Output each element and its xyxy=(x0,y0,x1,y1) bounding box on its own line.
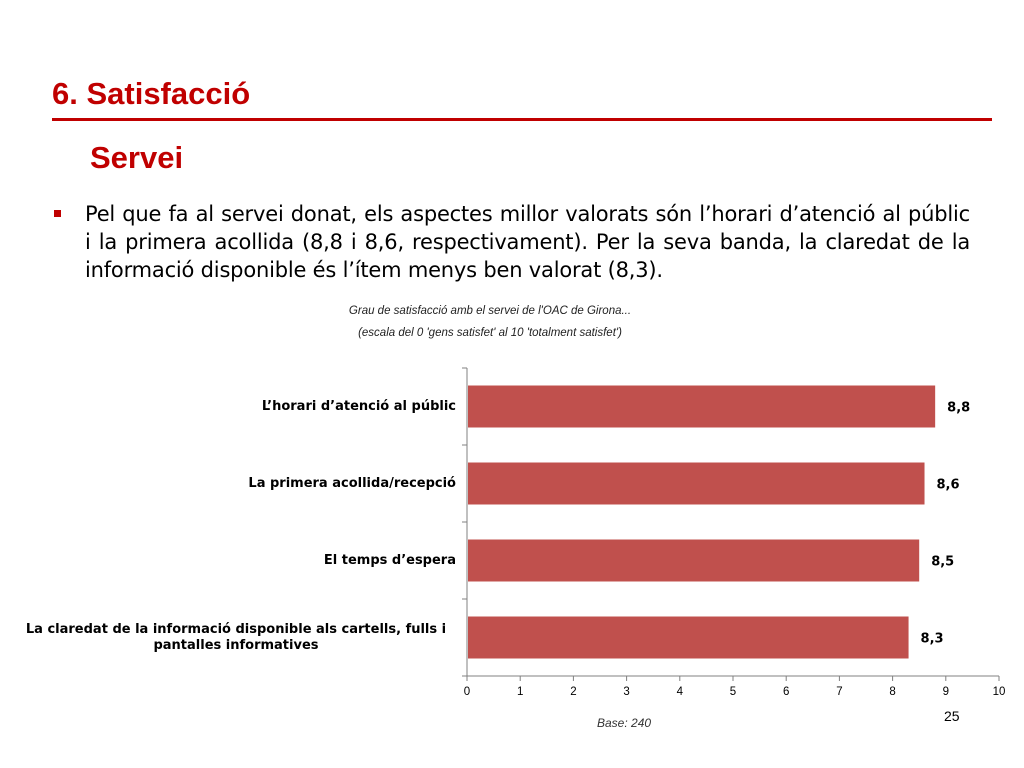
x-tick-label: 4 xyxy=(676,686,684,698)
data-label: 8,3 xyxy=(920,631,944,647)
x-tick-label: 9 xyxy=(942,686,950,698)
bullet-text: Pel que fa al servei donat, els aspectes millor valorats són l’horari d’atenció al públic i la primera acollida (8,8 i 8,6, respectivament). Per la seva banda, la claredat de la informació disponible és l’ítem menys ben valorat (8,3). xyxy=(85,202,970,282)
category-label: La claredat de la informació disponible als cartells, fulls i pantalles informatives xyxy=(25,621,447,653)
bar xyxy=(468,463,925,505)
bar xyxy=(468,617,909,659)
x-tick-label: 7 xyxy=(836,686,843,698)
base-note: Base: 240 xyxy=(597,716,652,730)
data-label: 8,5 xyxy=(931,554,955,570)
chart-title: Grau de satisfacció amb el servei de l'OAC de Girona... xyxy=(348,305,632,317)
slide-subtitle: Servei xyxy=(90,140,184,175)
slide-title: 6. Satisfacció xyxy=(52,76,251,111)
x-tick-label: 3 xyxy=(623,686,630,698)
category-label: L’horari d’atenció al públic xyxy=(261,398,456,414)
x-tick-label: 8 xyxy=(889,686,896,698)
x-tick-label: 6 xyxy=(782,686,790,698)
x-tick-label: 2 xyxy=(570,686,577,698)
bar xyxy=(468,386,935,428)
x-tick-label: 1 xyxy=(516,686,524,698)
bar xyxy=(468,540,919,582)
x-tick-label: 10 xyxy=(992,686,1006,698)
category-label: El temps d’espera xyxy=(323,552,456,568)
x-tick-label: 5 xyxy=(729,686,737,698)
page-number: 25 xyxy=(944,708,960,724)
category-label: La primera acollida/recepció xyxy=(248,475,456,491)
data-label: 8,6 xyxy=(936,477,960,493)
chart-subtitle: (escala del 0 'gens satisfet' al 10 'totalment satisfet') xyxy=(358,327,622,339)
x-tick-label: 0 xyxy=(463,686,471,698)
data-label: 8,8 xyxy=(947,400,971,416)
